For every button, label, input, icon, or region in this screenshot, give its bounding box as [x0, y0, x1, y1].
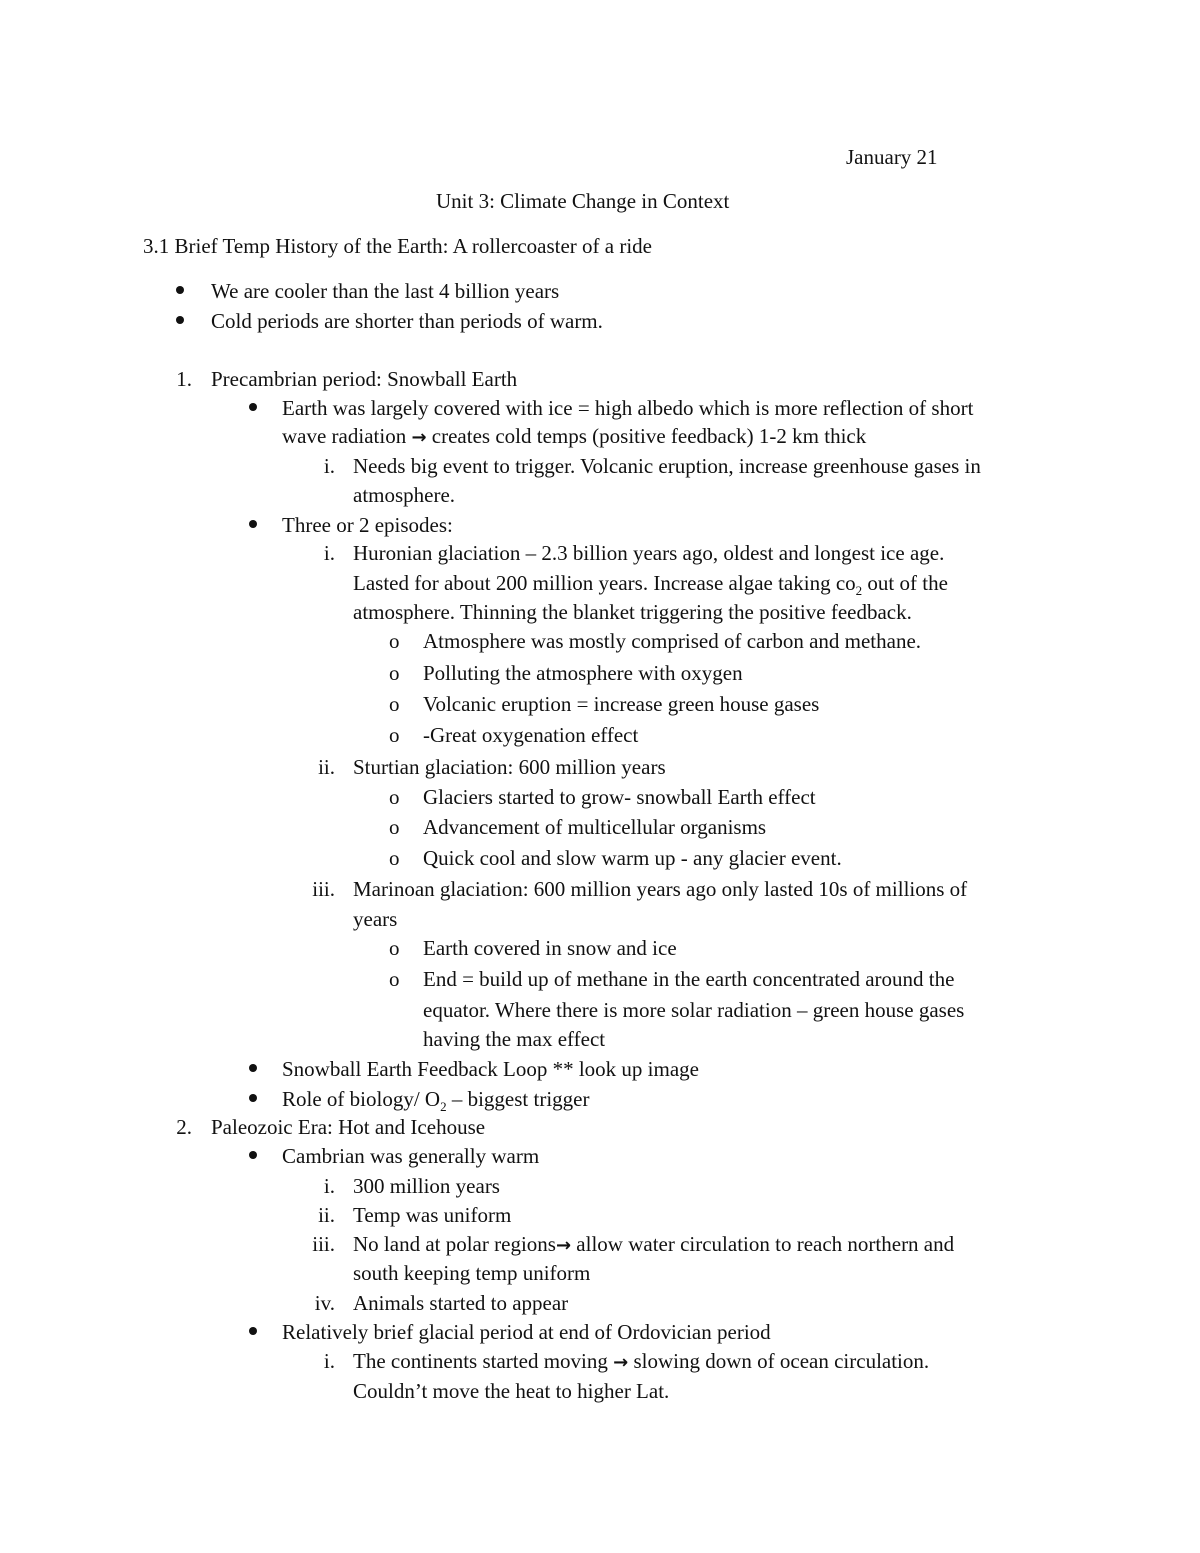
list-number-1: 1.	[176, 367, 192, 391]
p1-bullet-3: Snowball Earth Feedback Loop ** look up image	[282, 1057, 699, 1081]
item-1-title: Precambrian period: Snowball Earth	[211, 367, 518, 391]
marinoan-line-1: Marinoan glaciation: 600 million years ago only lasted 10s of millions of	[353, 877, 968, 901]
p1-bullet-2: Three or 2 episodes:	[282, 513, 453, 537]
huronian-line-2-text-a: Lasted for about 200 million years. Increase algae taking co	[353, 571, 856, 595]
p1-sub-1-line-1: Needs big event to trigger. Volcanic eruption, increase greenhouse gases in	[353, 454, 981, 478]
sturtian-point-3: Quick cool and slow warm up - any glacier event.	[423, 846, 842, 870]
p1-bullet-1-text-a: wave radiation	[282, 424, 407, 448]
huronian-line-2-text-b: out of the	[862, 571, 948, 595]
p1-bullet-1-line-2	[282, 421, 866, 453]
circle-bullet-icon: o	[389, 785, 400, 809]
p1-bullet-1-text-b: creates cold temps (positive feedback) 1-2 km thick	[431, 424, 867, 448]
circle-bullet-icon: o	[389, 967, 400, 991]
arrow-icon: →	[555, 1235, 572, 1256]
roman-numeral: iii.	[312, 877, 335, 901]
p2-bullet-2: Relatively brief glacial period at end of Ordovician period	[282, 1320, 771, 1344]
p2-bullet-2-sub-text-a: The continents started moving	[353, 1349, 608, 1373]
roman-numeral: iii.	[312, 1232, 335, 1256]
marinoan-point-2-line-2: equator. Where there is more solar radiation – green house gases	[423, 998, 965, 1022]
circle-bullet-icon: o	[389, 723, 400, 747]
intro-bullet-2: Cold periods are shorter than periods of warm.	[211, 309, 603, 333]
subscript: 2	[440, 1099, 447, 1115]
huronian-point-4: -Great oxygenation effect	[423, 723, 639, 747]
huronian-line-2	[353, 568, 948, 598]
circle-bullet-icon: o	[389, 936, 400, 960]
p1-bullet-4-text-a: Role of biology/ O	[282, 1087, 441, 1111]
p2-bullet-2-sub-text-b: slowing down of ocean circulation.	[633, 1349, 930, 1373]
circle-bullet-icon: o	[389, 692, 400, 716]
circle-bullet-icon: o	[389, 629, 400, 653]
marinoan-point-2-line-3: having the max effect	[423, 1027, 606, 1051]
bullet-icon	[176, 316, 184, 324]
roman-numeral: i.	[323, 541, 335, 565]
p2-bullet-2-sub-line-1	[353, 1346, 929, 1378]
bullet-icon	[249, 1064, 257, 1072]
p1-bullet-4	[282, 1084, 589, 1114]
p2-bullet-2-sub-line-2: Couldn’t move the heat to higher Lat.	[353, 1379, 670, 1403]
p1-bullet-1-line-1: Earth was largely covered with ice = high albedo which is more reflection of short	[282, 396, 974, 420]
circle-bullet-icon: o	[389, 815, 400, 839]
roman-numeral: iv.	[314, 1291, 335, 1315]
arrow-icon: →	[411, 427, 427, 448]
bullet-icon	[249, 1151, 257, 1159]
p2-sub-3-line-2: south keeping temp uniform	[353, 1261, 591, 1285]
bullet-icon	[176, 286, 184, 294]
p1-sub-1-line-2: atmosphere.	[353, 483, 456, 507]
subscript: 2	[855, 583, 863, 599]
marinoan-point-1: Earth covered in snow and ice	[423, 936, 677, 960]
sturtian-point-1: Glaciers started to grow- snowball Earth effect	[423, 785, 816, 809]
intro-bullet-1: We are cooler than the last 4 billion years	[211, 279, 560, 303]
p2-sub-3-text-b: allow water circulation to reach northern and	[571, 1232, 955, 1256]
bullet-icon	[249, 403, 257, 411]
huronian-line-3: atmosphere. Thinning the blanket triggering the positive feedback.	[353, 600, 912, 624]
sturtian-point-2: Advancement of multicellular organisms	[423, 815, 767, 839]
bullet-icon	[249, 1327, 257, 1335]
roman-numeral: i.	[323, 454, 335, 478]
sturtian-line: Sturtian glaciation: 600 million years	[353, 755, 666, 779]
circle-bullet-icon: o	[389, 846, 400, 870]
huronian-line-1: Huronian glaciation – 2.3 billion years ago, oldest and longest ice age.	[353, 541, 945, 565]
roman-numeral: ii.	[318, 755, 335, 779]
p2-sub-3-line-1	[353, 1229, 954, 1261]
p2-bullet-1: Cambrian was generally warm	[282, 1144, 540, 1168]
section-heading: 3.1 Brief Temp History of the Earth: A rollercoaster of a ride	[143, 234, 652, 258]
p2-sub-3-text-a: No land at polar regions	[353, 1232, 556, 1256]
marinoan-point-2-line-1: End = build up of methane in the earth concentrated around the	[423, 967, 955, 991]
bullet-icon	[249, 520, 257, 528]
circle-bullet-icon: o	[389, 661, 400, 685]
huronian-point-2: Polluting the atmosphere with oxygen	[423, 661, 743, 685]
list-number-2: 2.	[176, 1115, 192, 1139]
huronian-point-3: Volcanic eruption = increase green house gases	[423, 692, 820, 716]
page-title: Unit 3: Climate Change in Context	[436, 189, 730, 213]
date: January 21	[846, 145, 938, 169]
roman-numeral: i.	[323, 1174, 335, 1198]
p2-sub-4: Animals started to appear	[353, 1291, 569, 1315]
huronian-point-1: Atmosphere was mostly comprised of carbon and methane.	[423, 629, 922, 653]
arrow-icon: →	[613, 1352, 629, 1373]
roman-numeral: i.	[323, 1349, 335, 1373]
p2-sub-2: Temp was uniform	[353, 1203, 512, 1227]
marinoan-line-2: years	[353, 907, 398, 931]
p1-bullet-4-text-b: – biggest trigger	[446, 1087, 590, 1111]
bullet-icon	[249, 1094, 257, 1102]
roman-numeral: ii.	[318, 1203, 335, 1227]
item-2-title: Paleozoic Era: Hot and Icehouse	[211, 1115, 486, 1139]
p2-sub-1: 300 million years	[353, 1174, 500, 1198]
